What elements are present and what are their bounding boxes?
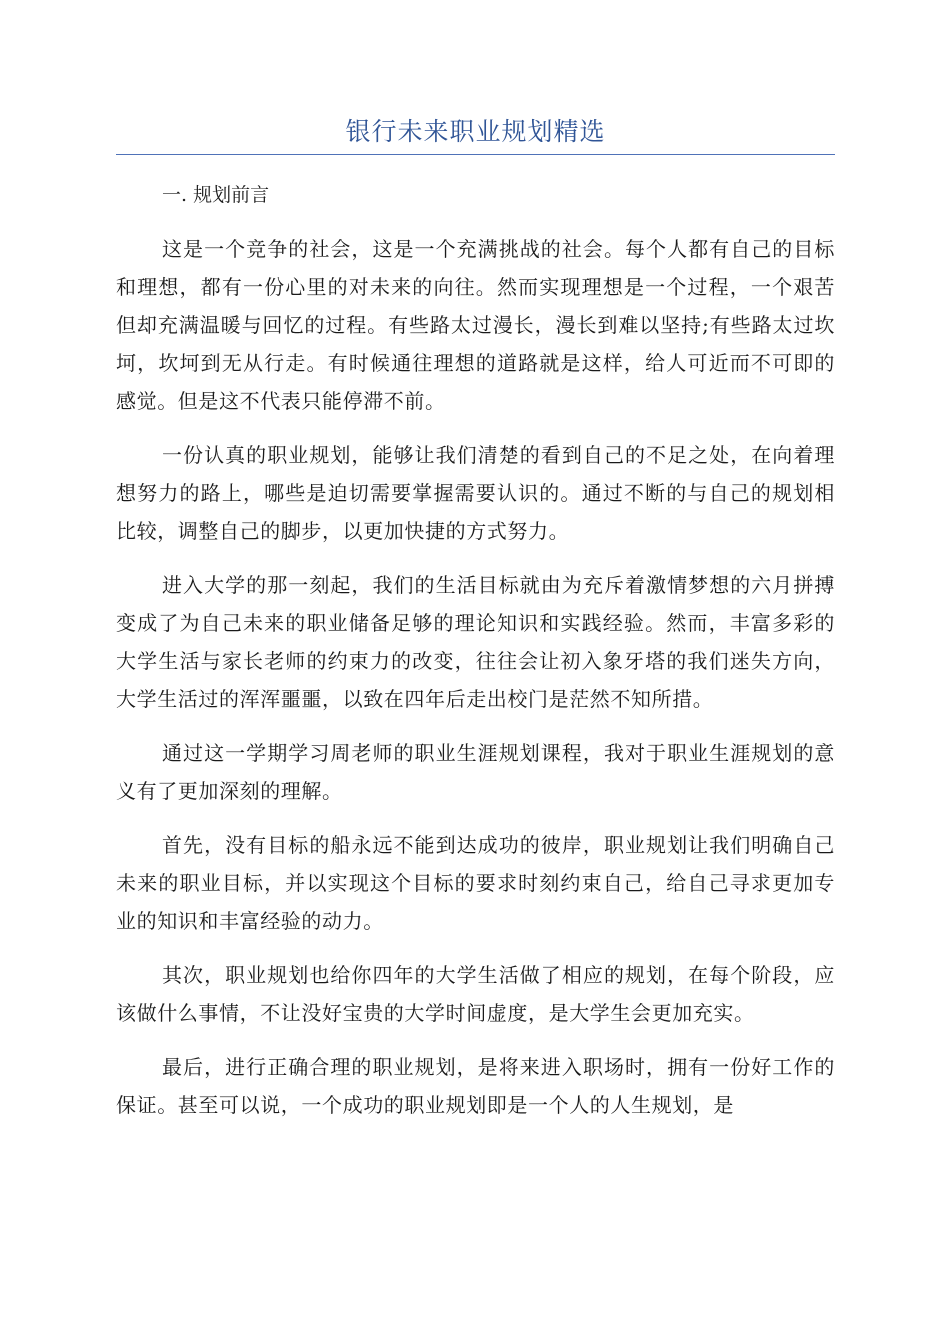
section-heading: 一. 规划前言 xyxy=(162,184,270,206)
paragraph: 这是一个竞争的社会，这是一个充满挑战的社会。每个人都有自己的目标和理想，都有一份心里的对未来的向往。然而实现理想是一个过程，一个艰苦但却充满温暖与回忆的过程。有些路太过漫长，漫长到难以坚持;有些路太过坎坷，坎坷到无从行走。有时候通往理想的道路就是这样，给人可近而不可即的感觉。但是这不代表只能停滞不前。 xyxy=(116,237,835,413)
paragraph: 通过这一学期学习周老师的职业生涯规划课程，我对于职业生涯规划的意义有了更加深刻的理解。 xyxy=(116,741,835,803)
document-body xyxy=(116,176,835,1140)
paragraph: 一份认真的职业规划，能够让我们清楚的看到自己的不足之处，在向着理想努力的路上，哪些是迫切需要掌握需要认识的。通过不断的与自己的规划相比较，调整自己的脚步，以更加快捷的方式努力。 xyxy=(116,443,835,543)
paragraph: 进入大学的那一刻起，我们的生活目标就由为充斥着激情梦想的六月拼搏变成了为自己未来的职业储备足够的理论知识和实践经验。然而，丰富多彩的大学生活与家长老师的约束力的改变，往往会让初入象牙塔的我们迷失方向，大学生活过的浑浑噩噩，以致在四年后走出校门是茫然不知所措。 xyxy=(116,573,835,711)
document-title: 银行未来职业规划精选 xyxy=(345,117,606,146)
paragraph: 其次，职业规划也给你四年的大学生活做了相应的规划，在每个阶段，应该做什么事情，不让没好宝贵的大学时间虚度，是大学生会更加充实。 xyxy=(116,963,835,1025)
title-underline xyxy=(116,154,835,155)
paragraph: 首先，没有目标的船永远不能到达成功的彼岸，职业规划让我们明确自己未来的职业目标，并以实现这个目标的要求时刻约束自己，给自己寻求更加专业的知识和丰富经验的动力。 xyxy=(116,833,835,933)
paragraph: 最后，进行正确合理的职业规划，是将来进入职场时，拥有一份好工作的保证。甚至可以说，一个成功的职业规划即是一个人的人生规划，是 xyxy=(116,1055,835,1117)
